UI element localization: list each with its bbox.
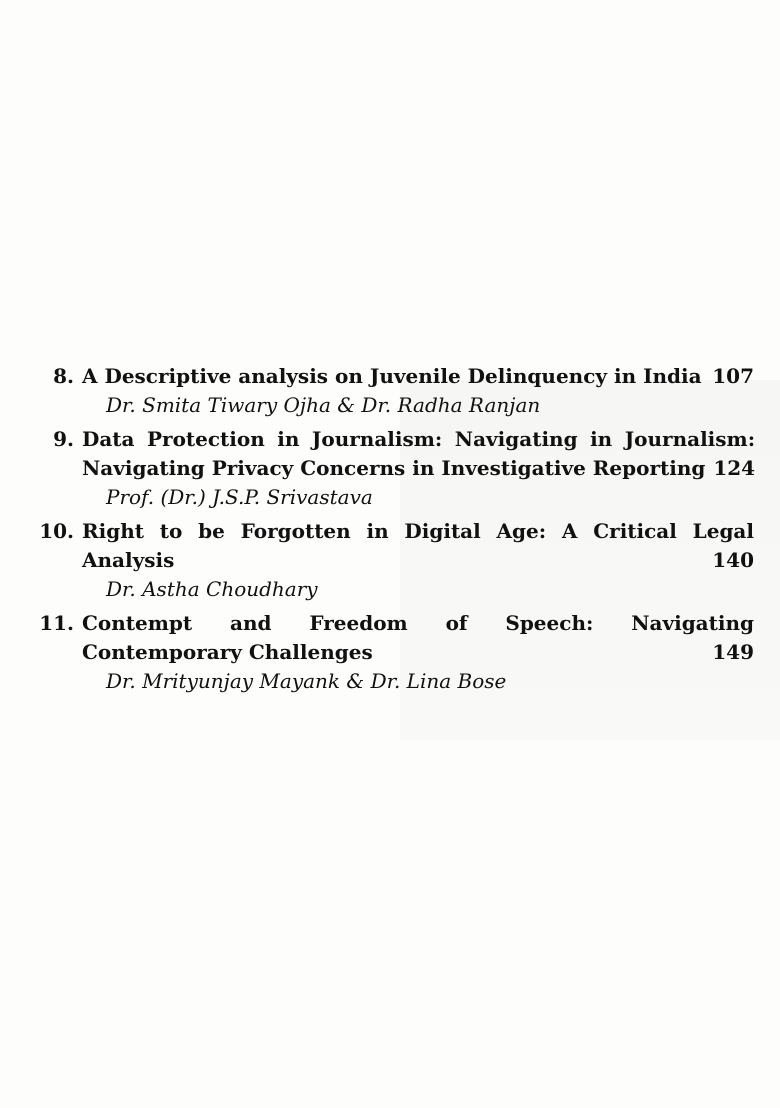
table-of-contents	[36, 362, 754, 701]
entry-page-number: 140	[712, 548, 754, 572]
toc-entry-11	[36, 609, 754, 695]
entry-author: Dr. Astha Choudhary	[106, 577, 318, 601]
entry-number: 9.	[53, 427, 74, 451]
toc-entry-10	[36, 517, 754, 603]
entry-author: Dr. Smita Tiwary Ojha & Dr. Radha Ranjan	[106, 393, 541, 417]
entry-title-line: Data Protection in Journalism: Navigating in Journalism:	[82, 427, 756, 451]
entry-number: 8.	[53, 364, 74, 388]
entry-title-line: A Descriptive analysis on Juvenile Delinquency in India	[82, 364, 702, 388]
toc-entry-9	[36, 425, 754, 511]
entry-page-number: 107	[712, 364, 754, 388]
entry-author: Prof. (Dr.) J.S.P. Srivastava	[106, 485, 373, 509]
entry-number: 11.	[39, 611, 74, 635]
entry-number: 10.	[39, 519, 74, 543]
entry-title-line: Analysis	[82, 548, 175, 572]
entry-title-line: Navigating Privacy Concerns in Investigative Reporting	[82, 456, 706, 480]
entry-title-line: Contempt and Freedom of Speech: Navigating	[82, 611, 754, 635]
entry-page-number: 149	[712, 640, 754, 664]
entry-author: Dr. Mrityunjay Mayank & Dr. Lina Bose	[106, 669, 507, 693]
entry-title-line: Contemporary Challenges	[82, 640, 373, 664]
entry-page-number: 124	[713, 456, 756, 480]
entry-title-line: Right to be Forgotten in Digital Age: A Critical Legal	[82, 519, 754, 543]
toc-entry-8	[36, 362, 754, 419]
